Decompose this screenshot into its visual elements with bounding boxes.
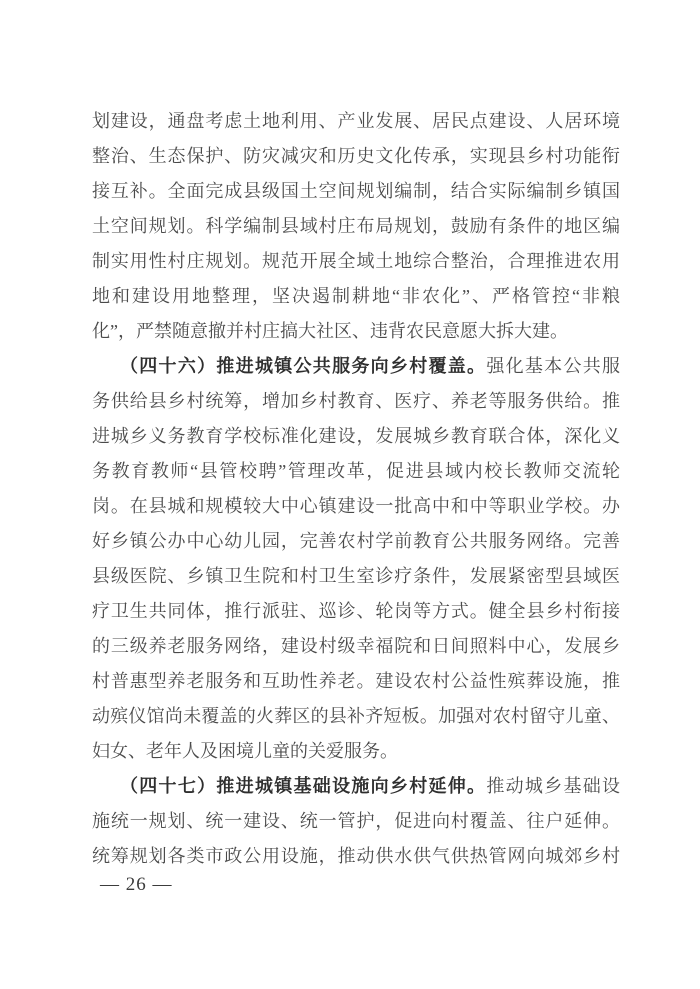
paragraph-continuation xyxy=(92,104,620,349)
text-line: 施统一规划、统一建设、统一管护，促进向村覆盖、往户延伸。 xyxy=(92,811,620,831)
text-line: 制实用性村庄规划。规范开展全域土地综合整治，合理推进农用 xyxy=(92,251,620,271)
text-line: 土空间规划。科学编制县域村庄布局规划，鼓励有条件的地区编 xyxy=(92,216,620,236)
text-line xyxy=(92,349,620,384)
text-line: 进城乡义务教育学校标准化建设，发展城乡教育联合体，深化义 xyxy=(92,426,620,446)
text-line: 岗。在县城和规模较大中心镇建设一批高中和中等职业学校。办 xyxy=(92,496,620,516)
paragraph-clause-47 xyxy=(92,769,620,874)
text-line: 的三级养老服务网络，建设村级幸福院和日间照料中心，发展乡 xyxy=(92,636,620,656)
page-number: — 26 — xyxy=(100,874,173,895)
clause-46-heading: （四十六）推进城镇公共服务向乡村覆盖。 xyxy=(120,356,487,376)
text-line: 地和建设用地整理，坚决遏制耕地“非农化”、严格管控“非粮 xyxy=(92,286,620,306)
text-line: 整治、生态保护、防灾减灾和历史文化传承，实现县乡村功能衔 xyxy=(92,146,620,166)
text-line: 接互补。全面完成县级国土空间规划编制，结合实际编制乡镇国 xyxy=(92,181,620,201)
clause-46-body-start: 强化基本公共服 xyxy=(486,356,620,376)
text-line: 统筹规划各类市政公用设施，推动供水供气供热管网向城郊乡村 xyxy=(92,846,620,866)
paragraph-clause-46 xyxy=(92,349,620,769)
document-body xyxy=(92,104,620,874)
text-line: 动殡仪馆尚未覆盖的火葬区的县补齐短板。加强对农村留守儿童、 xyxy=(92,706,620,726)
text-line: 村普惠型养老服务和互助性养老。建设农村公益性殡葬设施，推 xyxy=(92,671,620,691)
text-line: 划建设，通盘考虑土地利用、产业发展、居民点建设、人居环境 xyxy=(92,111,620,131)
text-line xyxy=(92,769,620,804)
text-line: 县级医院、乡镇卫生院和村卫生室诊疗条件，发展紧密型县域医 xyxy=(92,566,620,586)
text-line: 务教育教师“县管校聘”管理改革，促进县域内校长教师交流轮 xyxy=(92,461,620,481)
clause-47-heading: （四十七）推进城镇基础设施向乡村延伸。 xyxy=(120,776,487,796)
clause-47-body-start: 推动城乡基础设 xyxy=(486,776,620,796)
text-line: 好乡镇公办中心幼儿园，完善农村学前教育公共服务网络。完善 xyxy=(92,531,620,551)
text-line: 疗卫生共同体，推行派驻、巡诊、轮岗等方式。健全县乡村衔接 xyxy=(92,601,620,621)
text-line: 妇女、老年人及困境儿童的关爱服务。 xyxy=(92,741,398,761)
text-line: 化”，严禁随意撤并村庄搞大社区、违背农民意愿大拆大建。 xyxy=(92,321,568,341)
text-line: 务供给县乡村统筹，增加乡村教育、医疗、养老等服务供给。推 xyxy=(92,391,620,411)
